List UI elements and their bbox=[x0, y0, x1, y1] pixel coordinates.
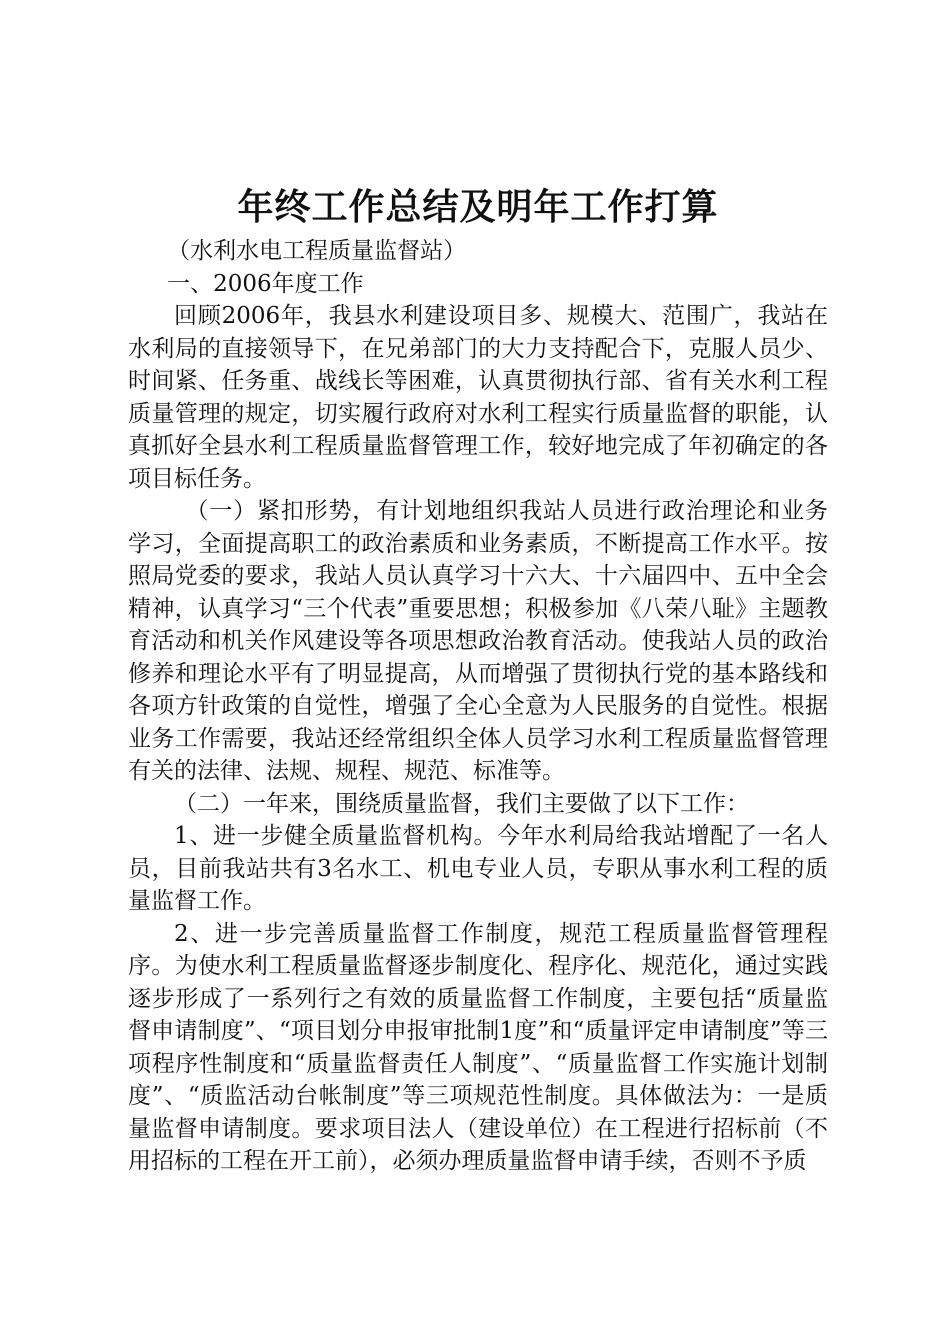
body-paragraph: （水利水电工程质量监督站） bbox=[167, 238, 467, 264]
document-title: 年终工作总结及明年工作打算 bbox=[237, 187, 719, 228]
body-paragraph: （一）紧扣形势，有计划地组织我站人员进行政治理论和业务学习，全面提高职工的政治素质和业务素质，不断提高工作水平。按照局党委的要求，我站人员认真学习十六大、十六届四中、五中全会精神，认真学习“三个代表”重要思想；积极参加《八荣八耻》主题教育活动和机关作风建设等各项思想政治教育活动。使我站人员的政治修养和理论水平有了明显提高，从而增强了贯彻执行党的基本路线和各项方针政策的自觉性，增强了全心全意为人民服务的自觉性。根据业务工作需要，我站还经常组织全体人员学习水利工程质量监督管理有关的法律、法规、规程、规范、标准等。 bbox=[128, 498, 828, 784]
body-paragraph: 1、进一步健全质量监督机构。今年水利局给我站增配了一名人员，目前我站共有3名水工、机电专业人员，专职从事水利工程的质量监督工作。 bbox=[128, 823, 828, 914]
body-paragraph: （二）一年来，围绕质量监督，我们主要做了以下工作： bbox=[174, 790, 749, 817]
body-paragraph: 2、进一步完善质量监督工作制度，规范工程质量监督管理程序。为使水利工程质量监督逐步制度化、程序化、规范化，通过实践逐步形成了一系列行之有效的质量监督工作制度，主要包括“质量监督申请制度”、“项目划分申报审批制1度”和“质量评定申请制度”等三项程序性制度和“质量监督责任人制度”、“质量监督工作实施计划制度”、“质监活动台帐制度”等三项规范性制度。具体做法为：一是质量监督申请制度。要求项目法人（建设单位）在工程进行招标前（不用招标的工程在开工前），必须办理质量监督申请手续，否则不予质 bbox=[128, 920, 828, 1174]
document-body bbox=[128, 183, 828, 1178]
body-paragraph: 回顾2006年，我县水利建设项目多、规模大、范围广，我站在水利局的直接领导下，在兄弟部门的大力支持配合下，克服人员少、时间紧、任务重、战线长等困难，认真贯彻执行部、省有关水利工程质量管理的规定，切实履行政府对水利工程实行质量监督的职能，认真抓好全县水利工程质量监督管理工作，较好地完成了年初确定的各项目标任务。 bbox=[128, 303, 828, 492]
paragraph-list bbox=[128, 235, 828, 1178]
body-paragraph: 一、2006年度工作 bbox=[167, 270, 364, 297]
